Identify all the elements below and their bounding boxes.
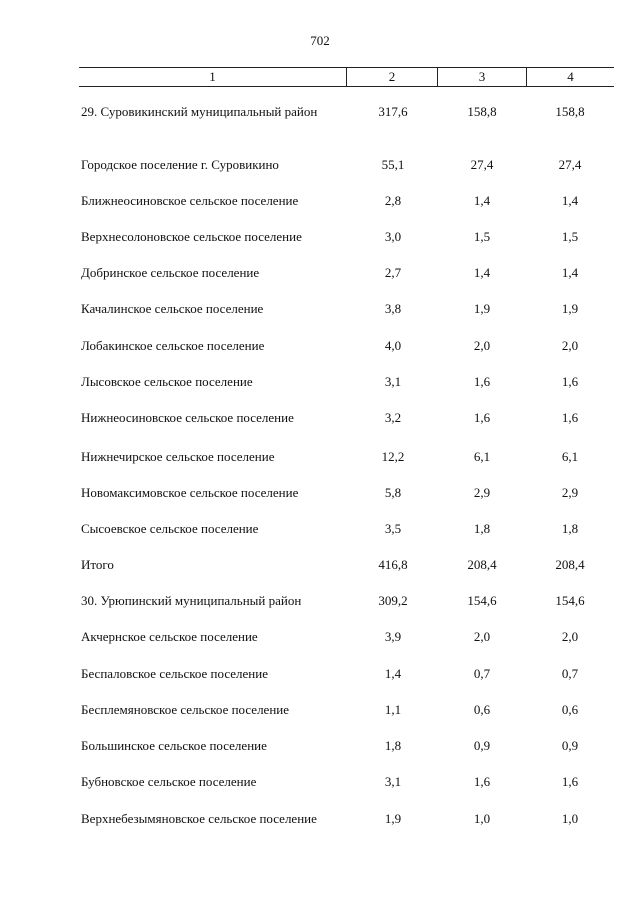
row-name: Нижнеосиновское сельское поселение xyxy=(81,410,294,425)
row-col-2: 3,0 xyxy=(384,229,402,244)
row-name: Лобакинское сельское поселение xyxy=(81,338,265,353)
row-col-3: 1,0 xyxy=(473,811,491,826)
row-col-2: 3,1 xyxy=(384,774,402,789)
row-col-3: 0,9 xyxy=(473,738,491,753)
row-col-3: 27,4 xyxy=(470,157,494,172)
row-col-2: 5,8 xyxy=(384,485,402,500)
row-col-4: 1,6 xyxy=(561,374,579,389)
row-col-2: 4,0 xyxy=(384,338,402,353)
row-name: Нижнечирское сельское поселение xyxy=(81,449,275,464)
row-col-3: 158,8 xyxy=(467,104,497,119)
row-col-2: 1,8 xyxy=(384,738,402,753)
row-col-3: 1,4 xyxy=(473,265,491,280)
row-col-4: 2,0 xyxy=(561,338,579,353)
row-col-4: 1,8 xyxy=(561,521,579,536)
row-name: Лысовское сельское поселение xyxy=(81,374,253,389)
row-name: Беспаловское сельское поселение xyxy=(81,666,268,681)
header-col-3: 3 xyxy=(437,68,526,86)
row-name: Качалинское сельское поселение xyxy=(81,301,264,316)
row-name: 30. Урюпинский муниципальный район xyxy=(81,593,302,608)
row-col-4: 0,9 xyxy=(561,738,579,753)
row-name: Верхнесолоновское сельское поселение xyxy=(81,229,302,244)
row-col-2: 416,8 xyxy=(378,557,408,572)
row-col-4: 1,4 xyxy=(561,265,579,280)
row-name: Акчернское сельское поселение xyxy=(81,629,258,644)
row-col-3: 1,9 xyxy=(473,301,491,316)
row-col-3: 2,0 xyxy=(473,629,491,644)
row-col-3: 2,0 xyxy=(473,338,491,353)
row-col-2: 3,9 xyxy=(384,629,402,644)
row-col-4: 0,7 xyxy=(561,666,579,681)
row-col-4: 1,0 xyxy=(561,811,579,826)
row-col-4: 2,9 xyxy=(561,485,579,500)
row-name: Новомаксимовское сельское поселение xyxy=(81,485,299,500)
row-col-2: 3,1 xyxy=(384,374,402,389)
row-col-2: 55,1 xyxy=(381,157,405,172)
row-name: Большинское сельское поселение xyxy=(81,738,267,753)
row-col-3: 0,6 xyxy=(473,702,491,717)
row-col-3: 2,9 xyxy=(473,485,491,500)
row-col-3: 1,6 xyxy=(473,774,491,789)
row-col-2: 1,9 xyxy=(384,811,402,826)
row-col-2: 3,8 xyxy=(384,301,402,316)
row-col-2: 2,7 xyxy=(384,265,402,280)
row-col-2: 3,5 xyxy=(384,521,402,536)
row-name: Бесплемяновское сельское поселение xyxy=(81,702,290,717)
header-col-4: 4 xyxy=(526,68,614,86)
row-col-3: 1,6 xyxy=(473,374,491,389)
row-name: Бубновское сельское поселение xyxy=(81,774,257,789)
row-col-2: 2,8 xyxy=(384,193,402,208)
row-name: Добринское сельское поселение xyxy=(81,265,260,280)
row-col-3: 1,6 xyxy=(473,410,491,425)
row-name: Городское поселение г. Суровикино xyxy=(81,157,279,172)
row-col-4: 208,4 xyxy=(555,557,585,572)
row-col-3: 1,5 xyxy=(473,229,491,244)
row-col-2: 1,1 xyxy=(384,702,402,717)
row-col-4: 1,9 xyxy=(561,301,579,316)
row-name: 29. Суровикинский муниципальный район xyxy=(81,104,318,119)
row-name: Сысоевское сельское поселение xyxy=(81,521,259,536)
page-number: 702 xyxy=(310,33,330,48)
row-col-2: 3,2 xyxy=(384,410,402,425)
row-col-4: 27,4 xyxy=(558,157,582,172)
row-col-3: 208,4 xyxy=(467,557,497,572)
row-col-3: 1,4 xyxy=(473,193,491,208)
row-col-3: 0,7 xyxy=(473,666,491,681)
row-name: Верхнебезымяновское сельское поселение xyxy=(81,811,317,826)
row-col-2: 317,6 xyxy=(378,104,408,119)
row-name: Ближнеосиновское сельское поселение xyxy=(81,193,299,208)
row-col-3: 1,8 xyxy=(473,521,491,536)
row-col-2: 12,2 xyxy=(381,449,405,464)
row-col-4: 2,0 xyxy=(561,629,579,644)
row-col-4: 1,4 xyxy=(561,193,579,208)
row-col-3: 154,6 xyxy=(467,593,497,608)
row-col-4: 1,6 xyxy=(561,774,579,789)
row-col-2: 1,4 xyxy=(384,666,402,681)
row-col-4: 158,8 xyxy=(555,104,585,119)
row-col-4: 1,5 xyxy=(561,229,579,244)
row-col-4: 6,1 xyxy=(561,449,579,464)
row-col-4: 0,6 xyxy=(561,702,579,717)
header-col-1: 1 xyxy=(209,69,216,84)
row-col-4: 154,6 xyxy=(555,593,585,608)
row-col-4: 1,6 xyxy=(561,410,579,425)
header-col-2: 2 xyxy=(346,68,437,86)
row-name: Итого xyxy=(81,557,114,572)
row-col-2: 309,2 xyxy=(378,593,408,608)
row-col-3: 6,1 xyxy=(473,449,491,464)
